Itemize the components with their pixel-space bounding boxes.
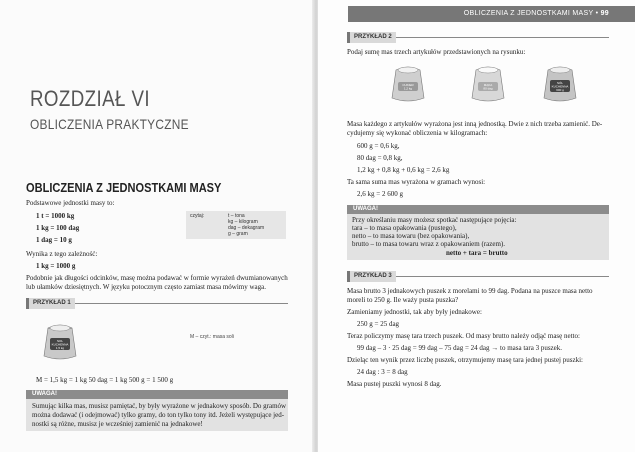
uwaga-header: UWAGA!: [26, 390, 288, 399]
note-label: czytaj:: [190, 213, 205, 219]
grams-result: 2,6 kg = 2 600 g: [357, 190, 403, 198]
paragraph-line: Podobnie jak długości odcinków, masę można podawać w formie wyrażeń dwumianowanych: [26, 274, 288, 282]
sack-label-line: MĄKA: [483, 83, 493, 87]
section-title: OBLICZENIA Z JEDNOSTKAMI MASY: [26, 180, 222, 195]
sack-label-line: KUCHENNA: [51, 342, 69, 347]
uwaga-line: nostki są różne, musisz je wcześniej zamienić na jednakowe!: [32, 420, 203, 428]
calc-line: 80 dag = 0,8 kg,: [357, 154, 403, 162]
note-line: dag – dekagram: [228, 225, 265, 231]
uwaga-line: brutto – to masa towaru wraz z opakowaniem (razem).: [352, 240, 505, 248]
salt-sack-image: [540, 60, 580, 104]
sack-label-line: KUCHENNA: [551, 84, 569, 89]
grams-intro: Ta sama suma mas wyrażona w gramach wynosi:: [347, 178, 486, 186]
result-formula: 1 kg = 1000 g: [36, 262, 76, 270]
result-intro: Wynika z tego zależność:: [26, 250, 98, 258]
unit-line: 1 t = 1000 kg: [36, 212, 75, 220]
chapter-title: ROZDZIAŁ VI: [30, 86, 151, 111]
uwaga-header: UWAGA!: [347, 205, 609, 214]
running-header-bullet: •: [595, 10, 599, 17]
uwaga-line: Sumując kilka mas, musisz pamiętać, by były wyrażone w jednakowy sposób. Do gramów: [32, 402, 287, 410]
chapter-subtitle: OBLICZENIA PRAKTYCZNE: [30, 116, 189, 132]
sack-label-line: 600 g: [556, 88, 564, 92]
example-3-tab: PRZYKŁAD 3: [347, 271, 396, 282]
example-3-line: Teraz policzymy masę tara trzech puszek. Od masy brutto należy odjąć masę netto:: [347, 332, 580, 340]
example-3-line: Zamieniamy jednostki, tak aby były jednakowe:: [347, 308, 482, 316]
flour-sack-image: [468, 60, 508, 104]
units-note-box: [186, 211, 286, 239]
sack-label-line: 1,2 kg: [403, 86, 413, 91]
example-2-intro: Podaj sumę mas trzech artykułów przedstawionych na rysunku:: [347, 48, 526, 56]
calc-line: 1,2 kg + 0,8 kg + 0,6 kg = 2,6 kg: [357, 166, 450, 174]
paragraph-line: Masa każdego z artykułów wyrażona jest inną jednostką. Dwie z nich trzeba zamienić. De-: [347, 120, 603, 128]
sugar-sack-image: [388, 60, 428, 104]
example-2-tab: PRZYKŁAD 2: [347, 32, 396, 43]
salt-sack-image: [40, 318, 80, 362]
sack-label-line: 1,5 kg: [55, 346, 65, 350]
uwaga-line: Przy określaniu masy możesz spotkać następujące pojęcia:: [352, 216, 517, 224]
example-3-line: 24 dag : 3 = 8 dag: [357, 368, 408, 376]
example-3-line: Dzieląc ten wynik przez liczbę puszek, otrzymujemy masę tara jednej pustej puszki:: [347, 356, 583, 364]
uwaga-line: netto – to masa towaru (bez opakowania),: [352, 232, 470, 240]
calc-line: 600 g = 0,6 kg,: [357, 142, 400, 150]
unit-line: 1 kg = 100 dag: [36, 224, 80, 232]
note-line: kg – kilogram: [228, 219, 258, 225]
example-3-line: moreli to 250 g. Ile waży pusta puszka?: [347, 296, 459, 304]
uwaga-formula: netto + tara = brutto: [446, 249, 508, 257]
unit-line: 1 dag = 10 g: [36, 236, 72, 244]
uwaga-line: można dodawać (i odejmować) tylko gramy, do ton tylko tony itd. Jeżeli występujące jed-: [32, 411, 285, 419]
basic-units-intro: Podstawowe jednostki masy to:: [26, 199, 115, 207]
uwaga-line: tara – to masa opakowania (pustego),: [352, 224, 457, 232]
example-3-line: 250 g = 25 dag: [357, 320, 400, 328]
example-1-tab: PRZYKŁAD 1: [26, 298, 75, 309]
sack-label-line: CUKIER: [402, 83, 414, 87]
side-note-text: M – czyt.: masa soli: [190, 334, 234, 340]
sack-label-line: SÓL: [556, 81, 564, 85]
example-3-line: Masa pustej puszki wynosi 8 dag.: [347, 380, 442, 388]
running-header-title: OBLICZENIA Z JEDNOSTKAMI MASY: [463, 10, 594, 17]
page-number: 99: [600, 10, 609, 17]
paragraph-line: lub ułamków dziesiętnych. W języku potocznym często zamiast masa mówimy waga.: [26, 283, 267, 291]
note-line: g – gram: [228, 231, 248, 237]
running-header: [348, 6, 635, 22]
example-3-line: Masa brutto 3 jednakowych puszek z morelami to 99 dag. Podana na puszce masa netto: [347, 287, 593, 295]
note-line: t – tona: [228, 213, 245, 219]
example-1-equation: M = 1,5 kg = 1 kg 50 dag = 1 kg 500 g = 1 500 g: [36, 376, 174, 384]
paragraph-line: cydujemy się wykonać obliczenia w kilogramach:: [347, 129, 488, 137]
side-note: [190, 333, 234, 342]
example-3-line: 99 dag – 3 · 25 dag = 99 dag – 75 dag = 24 dag → to masa tara 3 puszek.: [357, 344, 563, 352]
sack-label-line: 80 dag: [483, 86, 493, 91]
sack-label-line: SOL: [56, 339, 64, 343]
